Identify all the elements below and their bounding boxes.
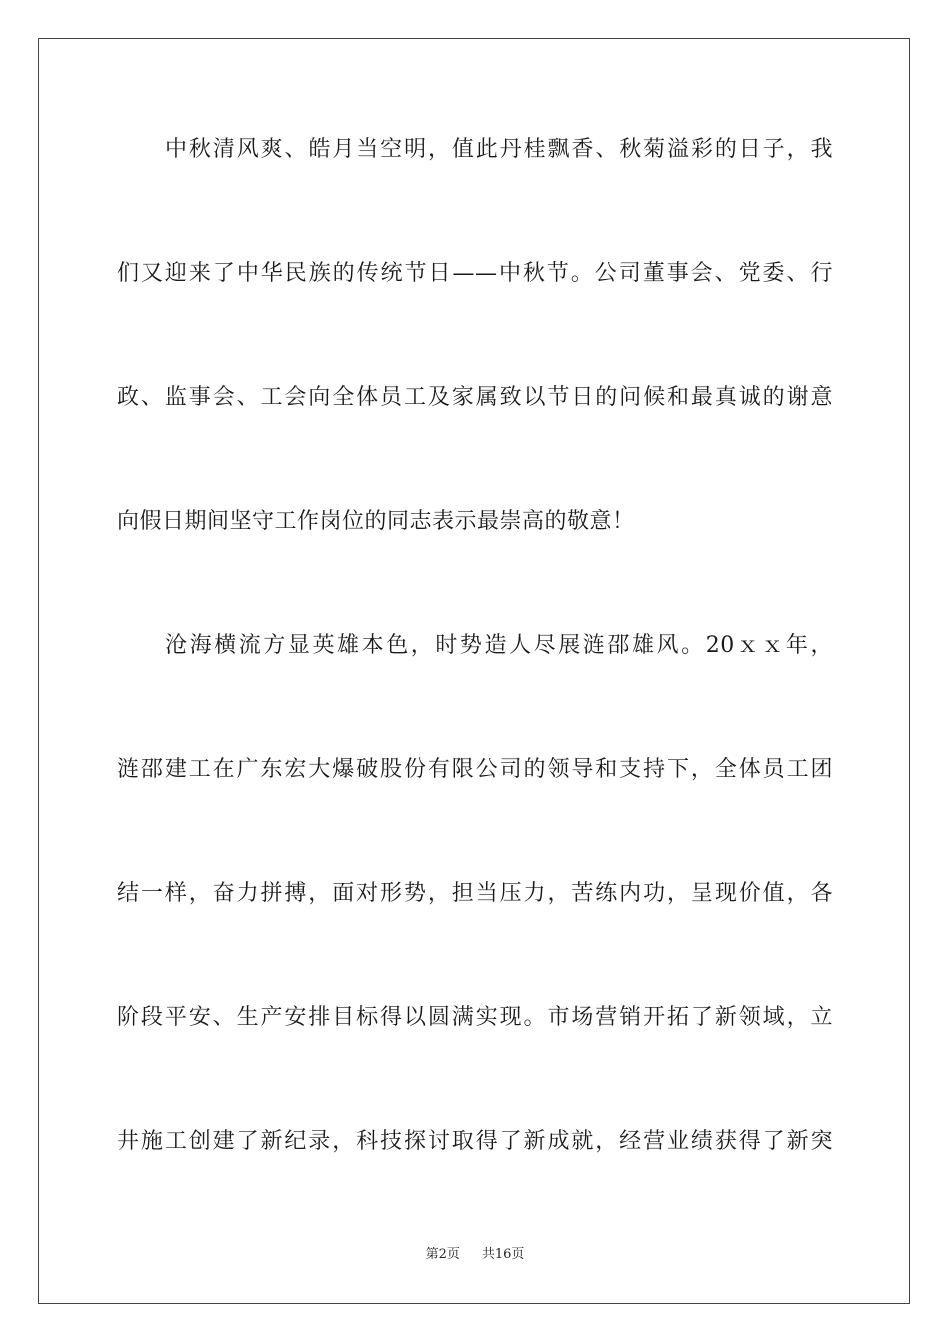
- paragraph-line: 政、监事会、工会向全体员工及家属致以节日的问候和最真诚的谢意: [117, 385, 833, 410]
- paragraph-line: 结一样，奋力拼搏，面对形势，担当压力，苦练内功，呈现价值，各: [117, 881, 833, 906]
- paragraph-line: 涟邵建工在广东宏大爆破股份有限公司的领导和支持下，全体员工团: [117, 757, 833, 782]
- paragraph-line: 沧海横流方显英雄本色，时势造人尽展涟邵雄风。20ｘｘ年，: [165, 633, 833, 658]
- paragraph-line: 们又迎来了中华民族的传统节日——中秋节。公司董事会、党委、行: [117, 261, 833, 286]
- paragraph-line: 井施工创建了新纪录，科技探讨取得了新成就，经营业绩获得了新突: [117, 1129, 833, 1154]
- page-total: 共16页: [481, 1247, 525, 1262]
- page-border: [38, 38, 910, 1304]
- paragraph-line: 向假日期间坚守工作岗位的同志表示最崇高的敬意！: [117, 509, 635, 534]
- page-number: 第2页: [425, 1247, 460, 1262]
- page-footer: [0, 1246, 950, 1264]
- paragraph-line: 中秋清风爽、皓月当空明，值此丹桂飘香、秋菊溢彩的日子，我: [165, 137, 833, 162]
- paragraph-line: 阶段平安、生产安排目标得以圆满实现。市场营销开拓了新领域，立: [117, 1005, 833, 1030]
